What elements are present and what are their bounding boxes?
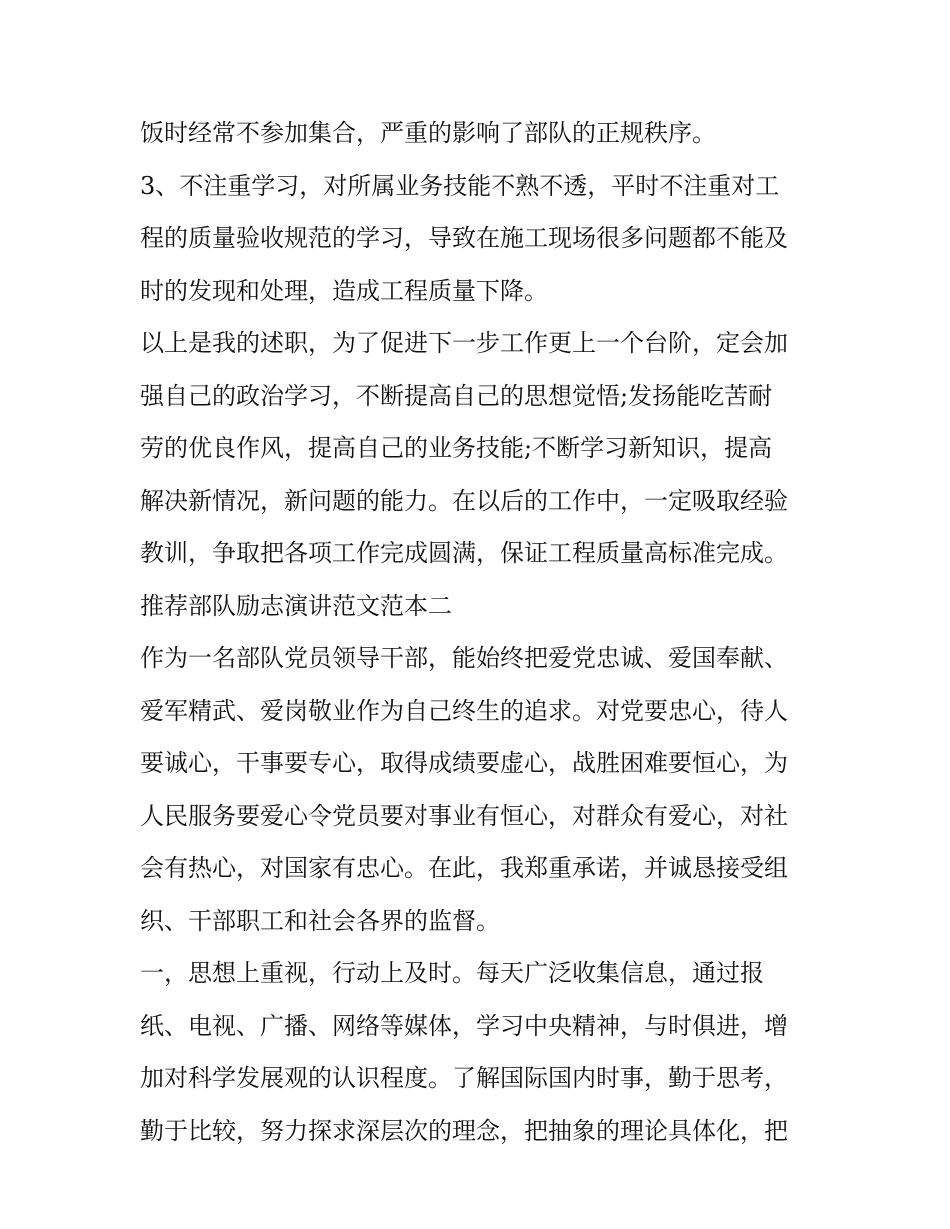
- text-line: 强自己的政治学习，不断提高自己的思想觉悟;发扬能吃苦耐: [140, 381, 773, 410]
- text-line: 人民服务要爱心令党员要对事业有恒心，对群众有爱心，对社: [140, 801, 788, 830]
- text-line: 要诚心，干事要专心，取得成绩要虚心，战胜困难要恒心，为: [140, 749, 788, 777]
- text-line: 饭时经常不参加集合，严重的影响了部队的正规秩序。: [140, 119, 716, 147]
- text-line: 作为一名部队党员领导干部，能始终把爱党忠诚、爱国奉献、: [140, 644, 788, 672]
- text-line: 3、不注重学习，对所属业务技能不熟不透，平时不注重对工: [140, 171, 780, 200]
- text-line: 纸、电视、广播、网络等媒体，学习中央精神，与时俱进，增: [140, 1011, 788, 1040]
- text-line: 爱军精武、爱岗敬业作为自己终生的追求。对党要忠心，待人: [140, 696, 788, 725]
- document-body: [140, 107, 820, 1157]
- text-line: 织、干部职工和社会各界的监督。: [140, 906, 500, 935]
- text-line: 劳的优良作风，提高自己的业务技能;不断学习新知识，提高: [140, 434, 773, 462]
- text-line: 一，思想上重视，行动上及时。每天广泛收集信息，通过报: [140, 959, 764, 987]
- text-line: 时的发现和处理，造成工程质量下降。: [140, 276, 548, 305]
- text-line: 以上是我的述职，为了促进下一步工作更上一个台阶，定会加: [140, 329, 788, 357]
- text-line: 解决新情况，新问题的能力。在以后的工作中，一定吸取经验: [140, 486, 788, 515]
- section-heading: 推荐部队励志演讲范文范本二: [140, 591, 452, 620]
- text-line: 勤于比较，努力探求深层次的理念，把抽象的理论具体化，把: [140, 1116, 788, 1145]
- text-line: 程的质量验收规范的学习，导致在施工现场很多问题都不能及: [140, 224, 788, 252]
- text-line: 会有热心，对国家有忠心。在此，我郑重承诺，并诚恳接受组: [140, 854, 788, 882]
- text-line: 教训，争取把各项工作完成圆满，保证工程质量高标准完成。: [140, 539, 788, 567]
- text-line: 加对科学发展观的认识程度。了解国际国内时事，勤于思考，: [140, 1064, 788, 1092]
